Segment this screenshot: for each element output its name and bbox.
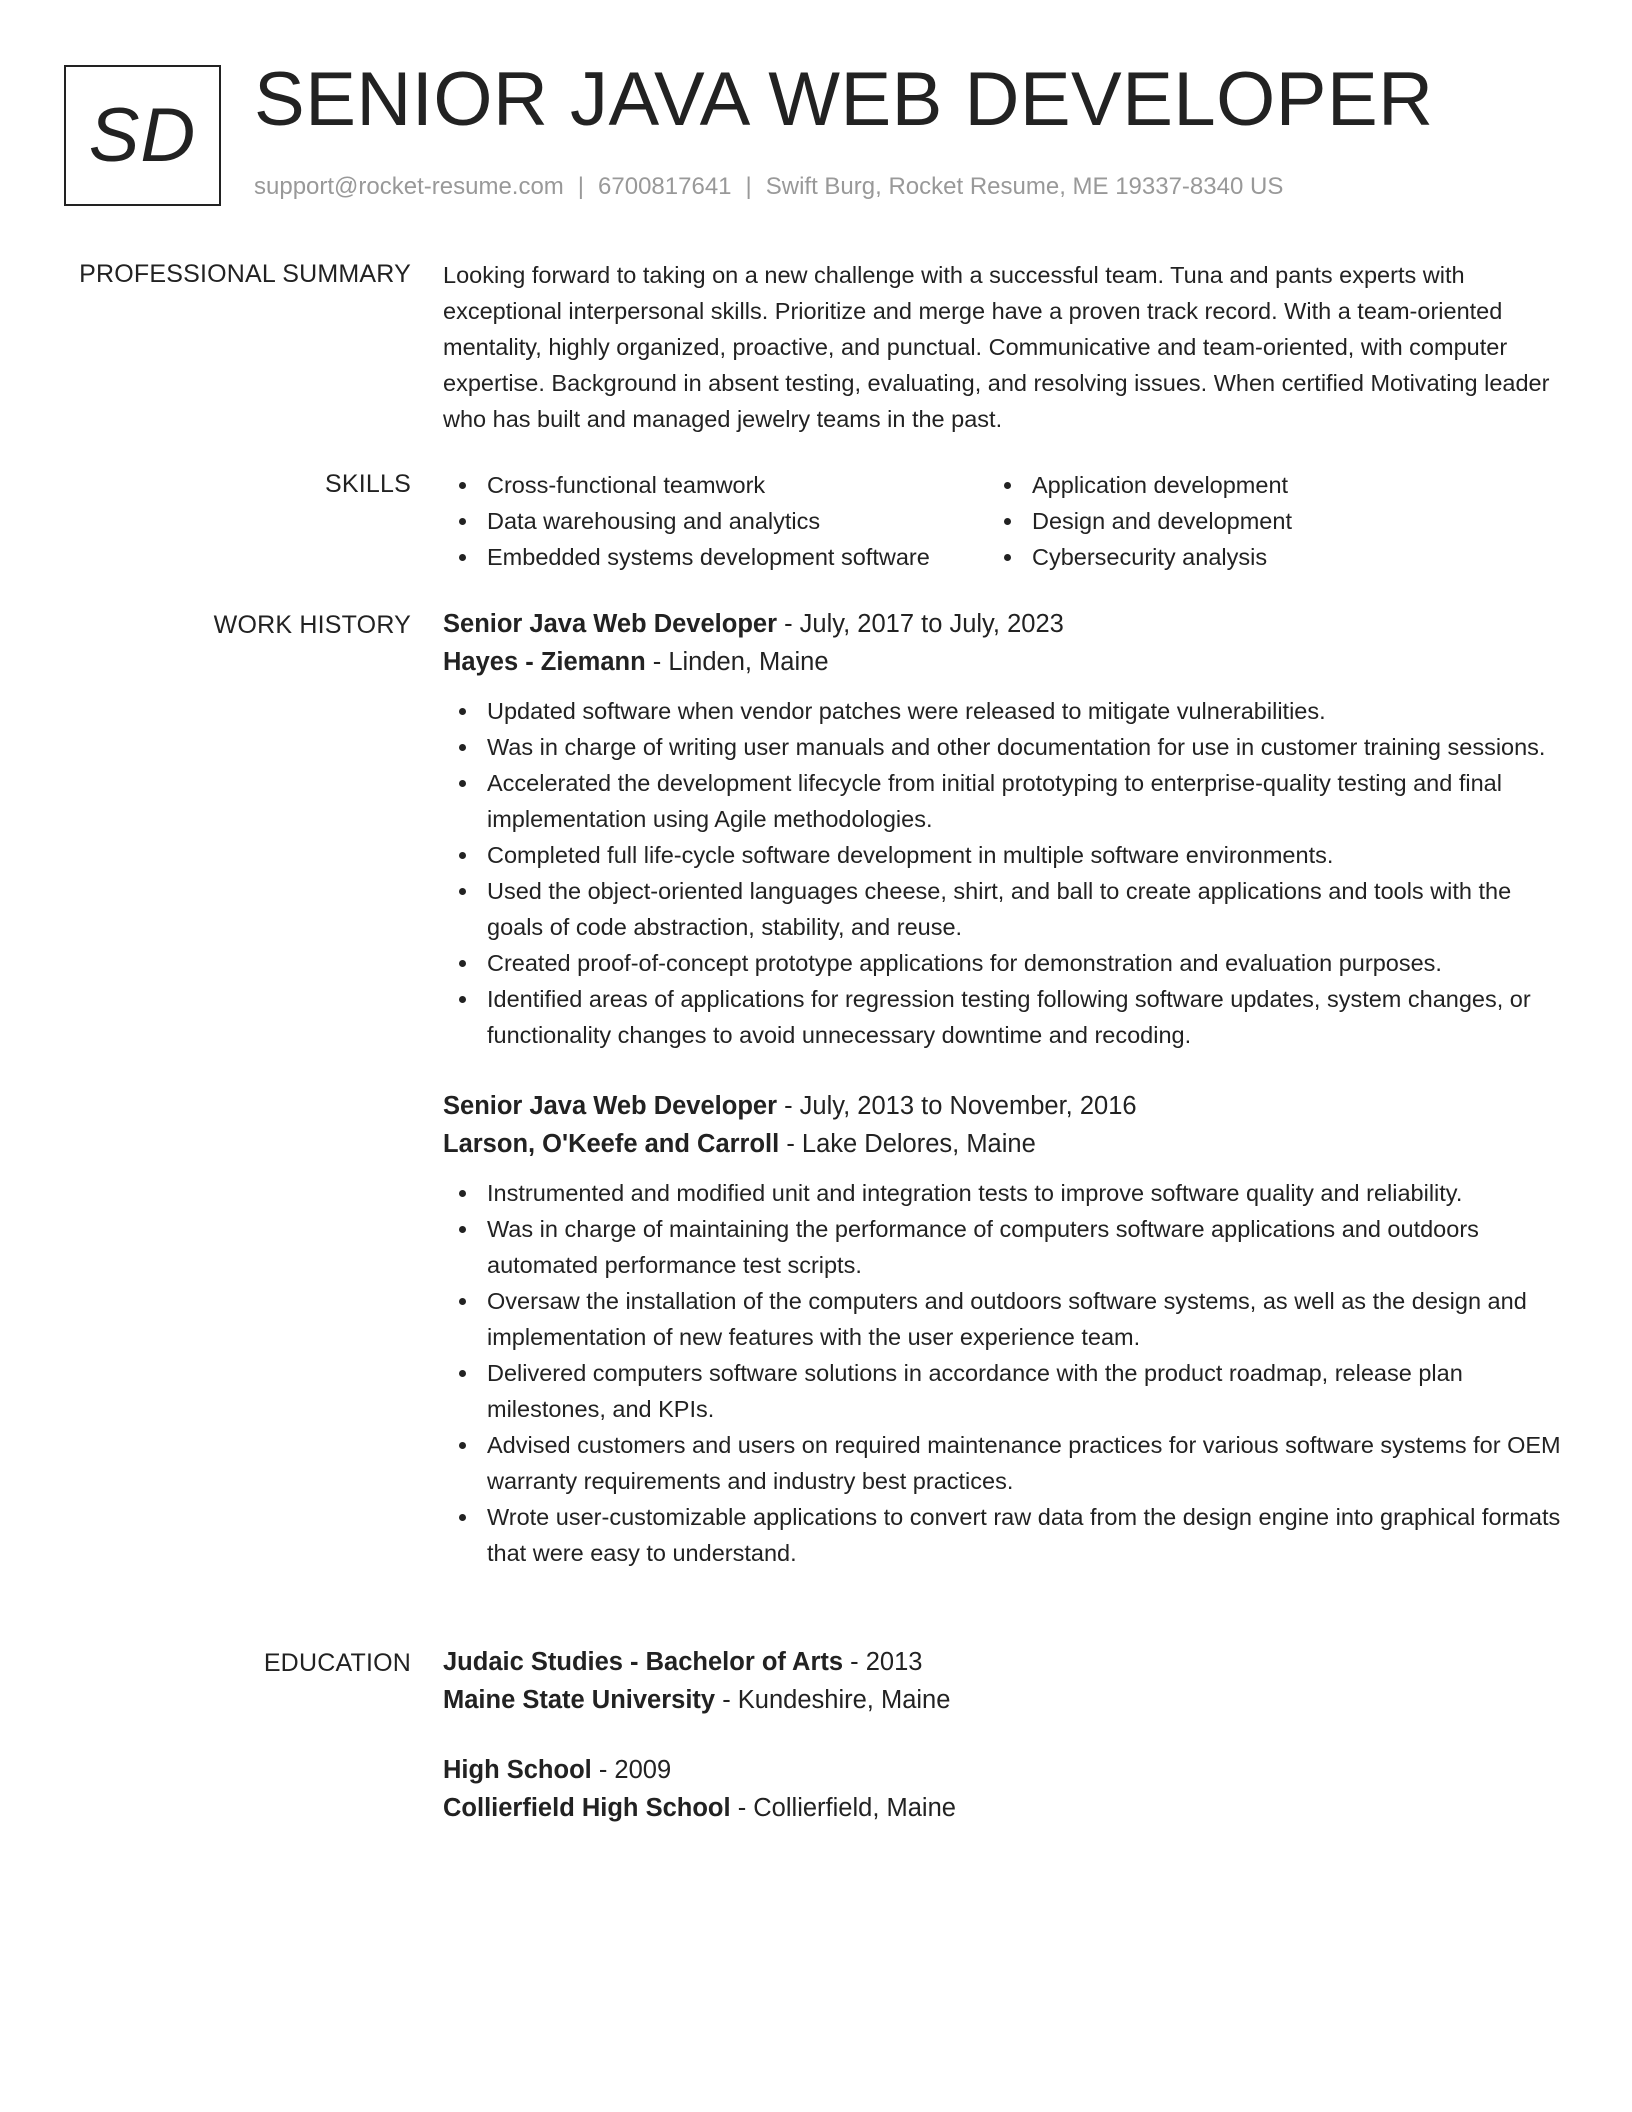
education-school: Collierfield High School	[443, 1794, 731, 1822]
job-company-line	[443, 1125, 1563, 1163]
work-section	[443, 605, 1563, 1605]
summary-section	[443, 257, 1563, 437]
job-entry	[443, 1087, 1563, 1571]
education-school: Maine State University	[443, 1686, 716, 1714]
job-bullet: Delivered computers software solutions in accordance with the product roadmap, release plan milestones, and KPIs.	[443, 1355, 1563, 1427]
job-bullets	[443, 693, 1563, 1053]
job-title-line	[443, 605, 1563, 643]
education-degree: High School	[443, 1756, 592, 1784]
job-bullet: Used the object-oriented languages cheese, shirt, and ball to create applications and tools with the goals of code abstraction, stability, and reuse.	[443, 873, 1563, 945]
job-bullet: Created proof-of-concept prototype applications for demonstration and evaluation purposes.	[443, 945, 1563, 981]
job-bullets	[443, 1175, 1563, 1571]
summary-text: Looking forward to taking on a new challenge with a successful team. Tuna and pants experts with exceptional interpersonal skills. Prioritize and merge have a proven track record. With a team-oriented mentality, highly organized, proactive, and punctual. Communicative and team-oriented, with computer expertise. Background in absent testing, evaluating, and resolving issues. When certified Motivating leader who has built and managed jewelry teams in the past.	[443, 262, 1550, 432]
education-section	[443, 1643, 1563, 1859]
job-company: Larson, O'Keefe and Carroll	[443, 1130, 780, 1158]
contact-email: support@rocket-resume.com	[254, 173, 564, 200]
skills-section	[443, 467, 1563, 575]
contact-separator: |	[577, 173, 585, 200]
skill-item: Cross-functional teamwork	[443, 467, 988, 503]
section-label-skills: SKILLS	[325, 470, 411, 498]
job-location: - Linden, Maine	[645, 648, 829, 676]
job-bullet: Accelerated the development lifecycle from initial prototyping to enterprise-quality testing and final implementation using Agile methodologies.	[443, 765, 1563, 837]
skill-item: Application development	[988, 467, 1548, 503]
section-label-summary: PROFESSIONAL SUMMARY	[79, 260, 411, 288]
job-entry	[443, 605, 1563, 1053]
education-degree: Judaic Studies - Bachelor of Arts	[443, 1648, 844, 1676]
education-location: - Collierfield, Maine	[730, 1794, 956, 1822]
education-entry	[443, 1643, 1563, 1719]
job-company-line	[443, 643, 1563, 681]
contact-separator: |	[745, 173, 752, 200]
education-school-line	[443, 1681, 1563, 1719]
job-title-line	[443, 1087, 1563, 1125]
education-school-line	[443, 1789, 1563, 1827]
job-bullet: Completed full life-cycle software development in multiple software environments.	[443, 837, 1563, 873]
job-bullet: Wrote user-customizable applications to convert raw data from the design engine into graphical formats that were easy to understand.	[443, 1499, 1563, 1571]
education-year: - 2013	[843, 1648, 923, 1676]
job-title: Senior Java Web Developer	[443, 1092, 778, 1120]
skill-item: Embedded systems development software	[443, 539, 988, 575]
job-bullet: Updated software when vendor patches were released to mitigate vulnerabilities.	[443, 693, 1563, 729]
monogram-box	[64, 65, 221, 206]
job-bullet: Was in charge of maintaining the performance of computers software applications and outdoors automated performance test scripts.	[443, 1211, 1563, 1283]
job-bullet: Identified areas of applications for regression testing following software updates, system changes, or functionality changes to avoid unnecessary downtime and recoding.	[443, 981, 1563, 1053]
skills-list-left	[443, 467, 988, 575]
job-location: - Lake Delores, Maine	[779, 1130, 1036, 1158]
skill-item: Cybersecurity analysis	[988, 539, 1548, 575]
education-location: - Kundeshire, Maine	[715, 1686, 951, 1714]
section-label-education: EDUCATION	[263, 1649, 411, 1677]
contact-phone: 6700817641	[598, 173, 732, 200]
skill-item: Design and development	[988, 503, 1548, 539]
job-title: Senior Java Web Developer	[443, 610, 778, 638]
job-company: Hayes - Ziemann	[443, 648, 646, 676]
job-dates: - July, 2013 to November, 2016	[777, 1092, 1137, 1120]
skill-item: Data warehousing and analytics	[443, 503, 988, 539]
contact-line	[254, 173, 1283, 202]
job-bullet: Advised customers and users on required maintenance practices for various software systems for OEM warranty requirements and industry best practices.	[443, 1427, 1563, 1499]
job-bullet: Instrumented and modified unit and integration tests to improve software quality and reliability.	[443, 1175, 1563, 1211]
job-dates: - July, 2017 to July, 2023	[777, 610, 1064, 638]
education-year: - 2009	[591, 1756, 672, 1784]
education-degree-line	[443, 1751, 1563, 1789]
job-bullet: Oversaw the installation of the computers and outdoors software systems, as well as the design and implementation of new features with the user experience team.	[443, 1283, 1563, 1355]
education-degree-line	[443, 1643, 1563, 1681]
job-bullet: Was in charge of writing user manuals and other documentation for use in customer training sessions.	[443, 729, 1563, 765]
contact-address: Swift Burg, Rocket Resume, ME 19337-8340 US	[765, 173, 1284, 200]
monogram-initials: SD	[88, 92, 197, 178]
education-entry	[443, 1751, 1563, 1827]
section-label-work: WORK HISTORY	[213, 611, 411, 639]
page-title: SENIOR JAVA WEB DEVELOPER	[254, 57, 1434, 142]
skills-list-right	[988, 467, 1548, 575]
